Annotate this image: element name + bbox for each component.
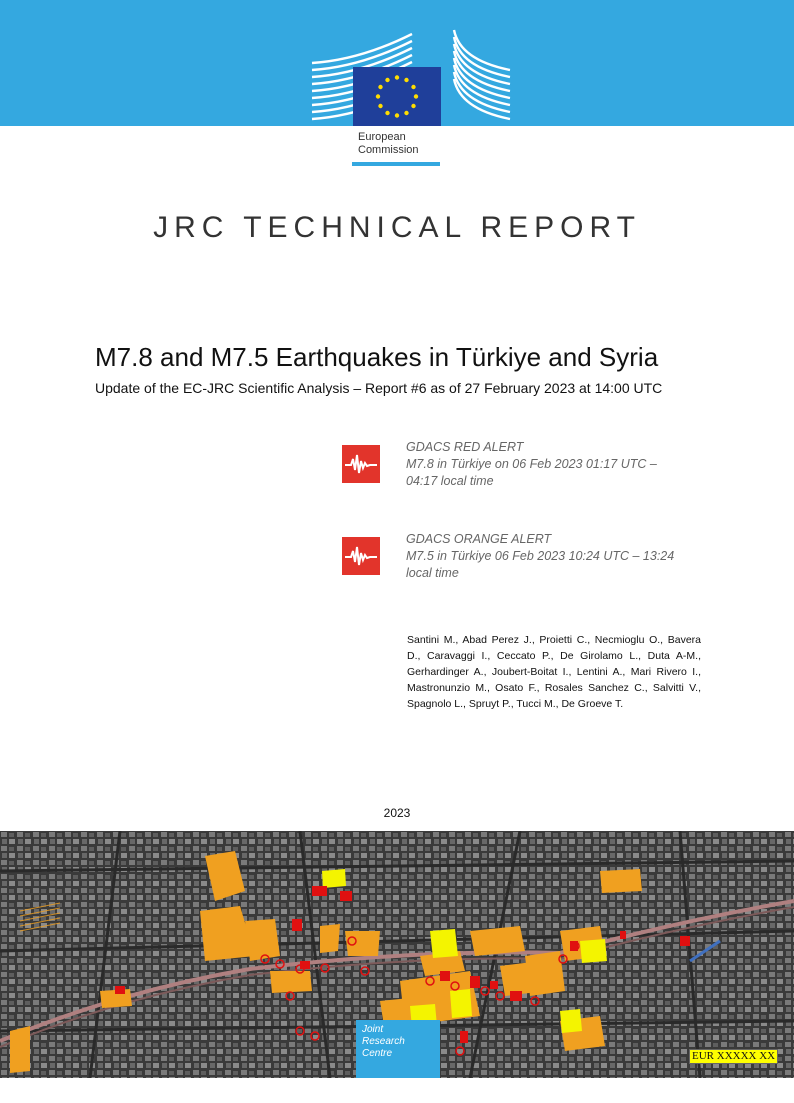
report-subtitle: Update of the EC-JRC Scientific Analysis – Report #6 as of 27 February 2023 at 14:00 UTC — [95, 380, 663, 396]
eur-number: EUR XXXXX XX — [689, 1049, 778, 1064]
alert-detail: M7.8 in Türkiye on 06 Feb 2023 01:17 UTC – — [406, 457, 657, 471]
jrc-line-3: Centre — [362, 1048, 393, 1059]
european-commission-logo — [300, 20, 520, 128]
author-list: Santini M., Abad Perez J., Proietti C., Necmioglu O., Bavera D., Caravaggi I., Ceccato P., De Girolamo L., Duta A-M., Gerhardinger A., Joubert-Boitat I., Lentini A., Mari Rivero I., Mastronunzio M., Osato F., Rosales Sanchez C., Salvitti V., Spagnolo L., Spruyt P., Tucci M., De Groeve T. — [407, 634, 701, 710]
organization-line-2: Commission — [358, 144, 419, 156]
jrc-line-1: Joint — [362, 1024, 384, 1035]
alert-detail-2: local time — [406, 566, 459, 580]
alert-orange — [340, 531, 700, 591]
organization-line-1: European — [358, 131, 406, 143]
alert-detail-2: 04:17 local time — [406, 474, 494, 488]
organization-name — [358, 131, 419, 157]
organization-underline — [352, 162, 440, 166]
report-title: M7.8 and M7.5 Earthquakes in Türkiye and Syria — [95, 342, 659, 372]
jrc-line-2: Research — [362, 1036, 405, 1047]
publication-year: 2023 — [383, 806, 411, 820]
earthquake-icon — [342, 537, 380, 575]
earthquake-icon — [342, 445, 380, 483]
alert-red — [340, 439, 700, 499]
alert-detail: M7.5 in Türkiye 06 Feb 2023 10:24 UTC – 13:24 — [406, 549, 675, 563]
alert-level: GDACS RED ALERT — [406, 440, 524, 454]
series-title: JRC TECHNICAL REPORT — [153, 211, 641, 244]
jrc-logo — [356, 1020, 440, 1078]
alert-level: GDACS ORANGE ALERT — [406, 532, 552, 546]
